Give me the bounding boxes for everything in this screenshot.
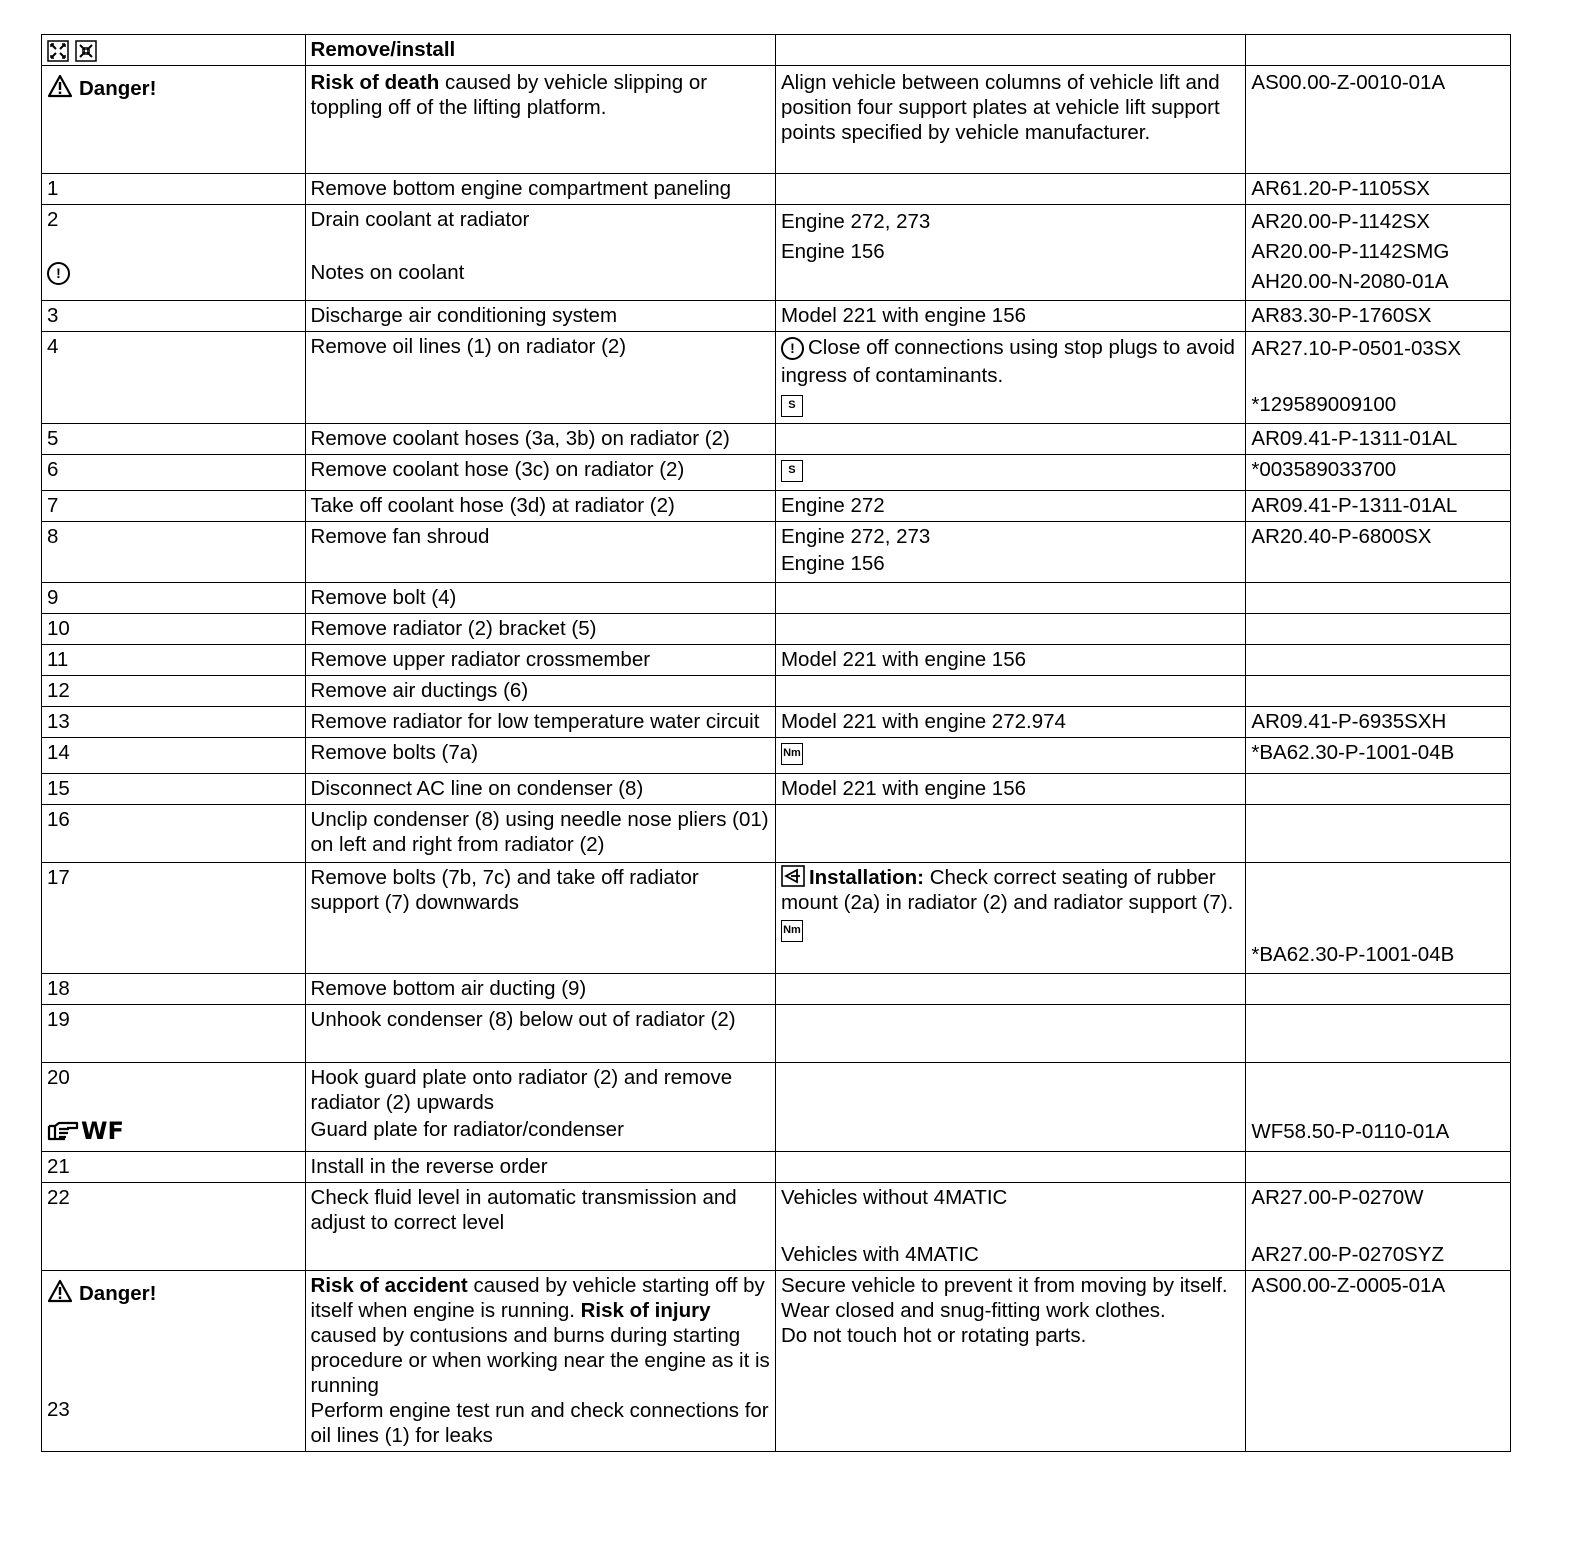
step-number: 5 [42,424,306,455]
step-number: 23 [47,1398,70,1421]
remove-icon [47,40,69,62]
step-note [775,1152,1245,1183]
step-text: Take off coolant hose (3d) at radiator (2) [305,491,775,522]
step-note: Vehicles without 4MATIC [780,1186,1008,1209]
step-note-cell [775,332,1245,424]
step-number: 15 [42,774,306,805]
step-text: Remove bottom engine compartment paneling [305,174,775,205]
step-text: Discharge air conditioning system [305,301,775,332]
step-ref [1246,676,1511,707]
step-number: 18 [42,974,306,1005]
danger-measure: Align vehicle between columns of vehicle lift and position four support plates at vehicle lift support points specified by vehicle manufacturer. [775,66,1245,174]
step-number: 8 [42,522,306,583]
step-text: Remove bolts (7a) [305,738,775,774]
step-note: Model 221 with engine 156 [775,774,1245,805]
step-text: Remove air ductings (6) [305,676,775,707]
step-note: Engine 156 [780,552,885,575]
step-note-cell [775,205,1245,301]
header-empty-cell [775,35,1245,66]
step-text: Drain coolant at radiator [310,208,530,231]
step-text: Remove oil lines (1) on radiator (2) [305,332,775,424]
step-number-cell [42,205,306,301]
installation-icon [781,865,805,887]
step-text: Remove radiator (2) bracket (5) [305,614,775,645]
danger-text: caused by contusions and burns during starting procedure or when working near the engine as it is running [310,1324,770,1397]
step-note: Model 221 with engine 272.974 [775,707,1245,738]
table-row [42,455,1511,491]
step-text: Check fluid level in automatic transmission and adjust to correct level [305,1183,775,1271]
step-note [775,583,1245,614]
step-ref [1246,774,1511,805]
step-number: 4 [42,332,306,424]
step-text: Disconnect AC line on condenser (8) [305,774,775,805]
danger-text: caused by vehicle slipping or toppling off of the lifting platform. [310,71,708,119]
notes-icon: ! [781,337,804,360]
step-ref: AR83.30-P-1760SX [1246,301,1511,332]
step-text: Remove bolts (7b, 7c) and take off radiator support (7) downwards [305,863,775,974]
step-note-cell [775,455,1245,491]
danger-label-cell [42,1271,306,1452]
step-text-cell [305,205,775,301]
step-number: 7 [42,491,306,522]
step-note: Engine 272, 273 [780,525,931,548]
step-ref-cell [1246,1063,1511,1152]
step-text-cell [305,1063,775,1152]
step-text: Remove coolant hose (3c) on radiator (2) [305,455,775,491]
table-row [42,1183,1511,1271]
danger-label: Danger! [79,77,157,100]
step-note: Close off connections using stop plugs to avoid ingress of contaminants. [780,336,1235,387]
step-number: 13 [42,707,306,738]
step-note: Vehicles with 4MATIC [780,1243,979,1266]
table-row [42,805,1511,863]
step-ref [1246,614,1511,645]
table-row [42,301,1511,332]
table-row [42,774,1511,805]
step-ref [1246,1152,1511,1183]
step-number: 1 [42,174,306,205]
table-row [42,1063,1511,1152]
step-number: 10 [42,614,306,645]
warning-triangle-icon [47,1279,73,1303]
step-ref [1246,645,1511,676]
step-number: 22 [42,1183,306,1271]
step-ref-cell [1246,863,1511,974]
step-number: 17 [42,863,306,974]
pointing-hand-icon [47,1120,81,1142]
header-icons-cell [42,35,306,66]
danger-row [42,66,1511,174]
step-subtext: Guard plate for radiator/condenser [310,1118,624,1141]
danger-ref: AS00.00-Z-0005-01A [1246,1271,1511,1452]
danger-ref: AS00.00-Z-0010-01A [1246,66,1511,174]
step-number: 2 [47,208,59,231]
step-note: Engine 272 [775,491,1245,522]
step-ref: AR09.41-P-1311-01AL [1246,491,1511,522]
step-ref-cell [1246,332,1511,424]
step-number: 20 [47,1066,70,1089]
table-row [42,205,1511,301]
table-row [42,424,1511,455]
torque-icon: Nm [781,920,803,942]
step-ref: AR20.40-P-6800SX [1246,522,1511,583]
danger-title: Risk of death [310,71,440,94]
table-row [42,707,1511,738]
step-number-cell [42,1063,306,1152]
step-subtext: Notes on coolant [310,261,465,284]
table-row [42,332,1511,424]
step-note [775,805,1245,863]
step-ref: AR27.00-P-0270SYZ [1251,1243,1444,1266]
danger-label-cell [42,66,306,174]
step-text: Unhook condenser (8) below out of radiator (2) [305,1005,775,1063]
step-note-cell [775,522,1245,583]
table-row [42,738,1511,774]
step-text: Remove bottom air ducting (9) [305,974,775,1005]
step-note-cell [775,863,1245,974]
procedure-table [41,34,1511,1452]
step-ref [1246,1005,1511,1063]
step-note [775,974,1245,1005]
step-ref: AR09.41-P-6935SXH [1246,707,1511,738]
step-number: 21 [42,1152,306,1183]
table-row [42,614,1511,645]
table-row [42,863,1511,974]
header-empty-cell [1246,35,1511,66]
step-note [775,614,1245,645]
install-icon [75,40,97,62]
step-ref: AH20.00-N-2080-01A [1251,270,1449,293]
step-number: 16 [42,805,306,863]
step-ref: AR09.41-P-1311-01AL [1246,424,1511,455]
danger-measure: Wear closed and snug-fitting work clothes. [780,1299,1166,1322]
step-text: Perform engine test run and check connections for oil lines (1) for leaks [310,1399,769,1447]
step-note [775,424,1245,455]
step-note [775,1063,1245,1152]
danger-title: Risk of injury [580,1299,711,1322]
step-text: Remove upper radiator crossmember [305,645,775,676]
table-row [42,491,1511,522]
header-title: Remove/install [305,35,775,66]
header-row [42,35,1511,66]
step-ref: *BA62.30-P-1001-04B [1251,943,1455,966]
step-note: Model 221 with engine 156 [775,645,1245,676]
special-tool-icon: S [781,395,803,417]
step-number: 11 [42,645,306,676]
step-text: Install in the reverse order [305,1152,775,1183]
step-ref-cell [1246,205,1511,301]
step-note-cell [775,1183,1245,1271]
tool-ref: *129589009100 [1251,393,1397,416]
danger-label: Danger! [79,1282,157,1305]
step-note [775,676,1245,707]
step-text: Remove coolant hoses (3a, 3b) on radiator (2) [305,424,775,455]
step-ref: AR27.00-P-0270W [1251,1186,1424,1209]
step-text: Remove fan shroud [305,522,775,583]
step-text: Hook guard plate onto radiator (2) and remove radiator (2) upwards [310,1066,733,1114]
step-text: Remove bolt (4) [305,583,775,614]
notes-icon: ! [47,262,70,285]
warning-triangle-icon [47,74,73,98]
table-row [42,174,1511,205]
table-row [42,583,1511,614]
step-note: Engine 156 [780,240,885,263]
step-ref [1246,805,1511,863]
step-ref: AR61.20-P-1105SX [1246,174,1511,205]
danger-text-cell [305,1271,775,1452]
step-text: Unclip condenser (8) using needle nose pliers (01) on left and right from radiator (2) [305,805,775,863]
danger-measure: Do not touch hot or rotating parts. [780,1324,1087,1347]
step-number: 19 [42,1005,306,1063]
danger-text: caused by vehicle starting off by itself when engine is running. [310,1274,765,1322]
step-note [775,174,1245,205]
step-text: Remove radiator for low temperature water circuit [305,707,775,738]
step-note [775,1005,1245,1063]
wf-label: WF [81,1117,124,1145]
step-ref: AR27.10-P-0501-03SX [1251,337,1462,360]
step-ref-cell [1246,1183,1511,1271]
step-ref: *BA62.30-P-1001-04B [1246,738,1511,774]
step-note: Model 221 with engine 156 [775,301,1245,332]
step-ref: *003589033700 [1246,455,1511,491]
step-note-cell [775,738,1245,774]
step-number: 9 [42,583,306,614]
danger-measure: Secure vehicle to prevent it from moving by itself. [780,1274,1228,1297]
table-row [42,974,1511,1005]
step-note: Check correct seating of rubber mount (2a) in radiator (2) and radiator support (7). [780,866,1234,914]
special-tool-icon: S [781,460,803,482]
step-ref [1246,974,1511,1005]
step-ref [1246,583,1511,614]
install-label: Installation: [808,866,925,889]
step-ref: WF58.50-P-0110-01A [1251,1120,1450,1143]
step-number: 12 [42,676,306,707]
table-row [42,522,1511,583]
danger-measure-cell [775,1271,1245,1452]
step-number: 6 [42,455,306,491]
danger-title: Risk of accident [310,1274,468,1297]
step-ref: AR20.00-P-1142SX [1251,210,1430,233]
torque-icon: Nm [781,743,803,765]
table-row [42,1005,1511,1063]
table-row [42,1152,1511,1183]
table-row [42,645,1511,676]
step-number: 14 [42,738,306,774]
step-note: Engine 272, 273 [780,210,931,233]
step-number: 3 [42,301,306,332]
danger-text-cell [305,66,775,174]
step-ref: AR20.00-P-1142SMG [1251,240,1450,263]
table-row [42,676,1511,707]
danger-row [42,1271,1511,1452]
